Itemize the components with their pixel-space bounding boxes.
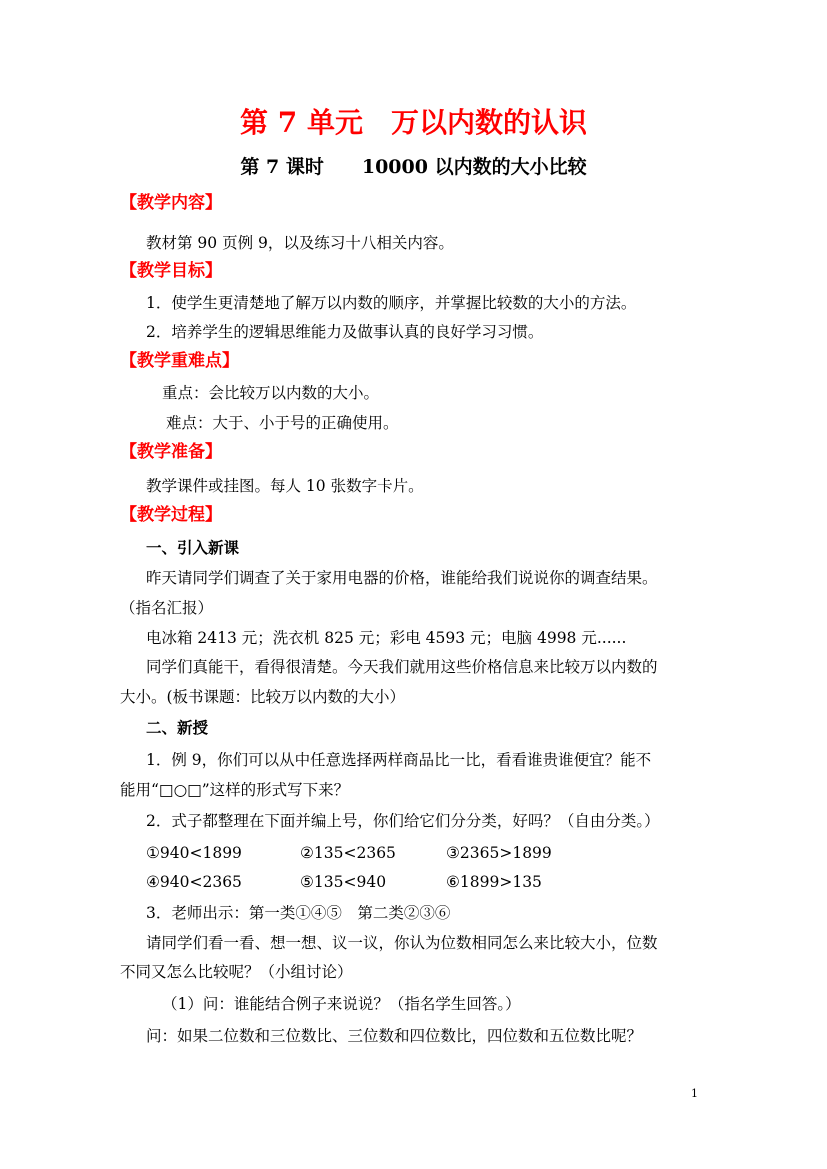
unit-title: 第 7 单元 万以内数的认识 <box>240 106 587 139</box>
section-heading-key-points: 【教学重难点】 <box>120 351 239 371</box>
process-paragraph: 3．老师出示：第一类①④⑤ 第二类②③⑥ <box>146 904 451 922</box>
expression-2: ②135<2365 <box>300 844 396 862</box>
process-paragraph: 能用“□○□”这样的形式写下来？ <box>120 781 350 799</box>
process-paragraph: 请同学们看一看、想一想、议一议，你认为位数相同怎么来比较大小，位数 <box>146 934 658 952</box>
process-paragraph: 问：如果二位数和三位数比、三位数和四位数比，四位数和五位数比呢？ <box>146 1027 643 1045</box>
process-paragraph: 不同又怎么比较呢？（小组讨论） <box>120 963 353 981</box>
expression-1: ①940<1899 <box>146 844 242 862</box>
process-part1-title: 一、引入新课 <box>146 538 240 557</box>
page-number: 1 <box>691 1087 698 1100</box>
section-heading-goals: 【教学目标】 <box>120 261 222 281</box>
goal-item-2: 2．培养学生的逻辑思维能力及做事认真的良好学习习惯。 <box>146 323 544 341</box>
process-part2-title: 二、新授 <box>146 718 209 737</box>
expression-5: ⑤135<940 <box>300 873 387 891</box>
expression-3: ③2365>1899 <box>446 844 552 862</box>
process-paragraph: 电冰箱 2413 元；洗衣机 825 元；彩电 4593 元；电脑 4998 元...... <box>146 629 627 647</box>
expression-6: ⑥1899>135 <box>446 873 542 891</box>
difficulty-item: 难点：大于、小于号的正确使用。 <box>166 414 399 432</box>
section-heading-process: 【教学过程】 <box>120 505 222 525</box>
lesson-subtitle: 第 7 课时 10000 以内数的大小比较 <box>240 156 587 178</box>
process-paragraph: （1）问：谁能结合例子来说说？（指名学生回答。） <box>162 995 521 1013</box>
process-paragraph: 2．式子都整理在下面并编上号，你们给它们分分类，好吗？（自由分类。） <box>146 812 660 830</box>
expression-4: ④940<2365 <box>146 873 242 891</box>
content-text: 教材第 90 页例 9，以及练习十八相关内容。 <box>146 234 454 252</box>
process-paragraph: 昨天请同学们调查了关于家用电器的价格，谁能给我们说说你的调查结果。 <box>146 569 658 587</box>
process-paragraph: 同学们真能干，看得很清楚。今天我们就用这些价格信息来比较万以内数的 <box>146 658 658 676</box>
goal-item-1: 1．使学生更清楚地了解万以内数的顺序，并掌握比较数的大小的方法。 <box>146 294 637 312</box>
preparation-text: 教学课件或挂图。每人 10 张数字卡片。 <box>146 477 424 495</box>
section-heading-preparation: 【教学准备】 <box>120 442 222 462</box>
process-paragraph: 大小。(板书课题：比较万以内数的大小） <box>120 688 406 706</box>
process-paragraph: （指名汇报） <box>120 599 214 617</box>
section-heading-content: 【教学内容】 <box>120 193 222 213</box>
process-paragraph: 1．例 9，你们可以从中任意选择两样商品比一比，看看谁贵谁便宜？能不 <box>146 751 652 769</box>
key-point-item: 重点：会比较万以内数的大小。 <box>162 384 380 402</box>
